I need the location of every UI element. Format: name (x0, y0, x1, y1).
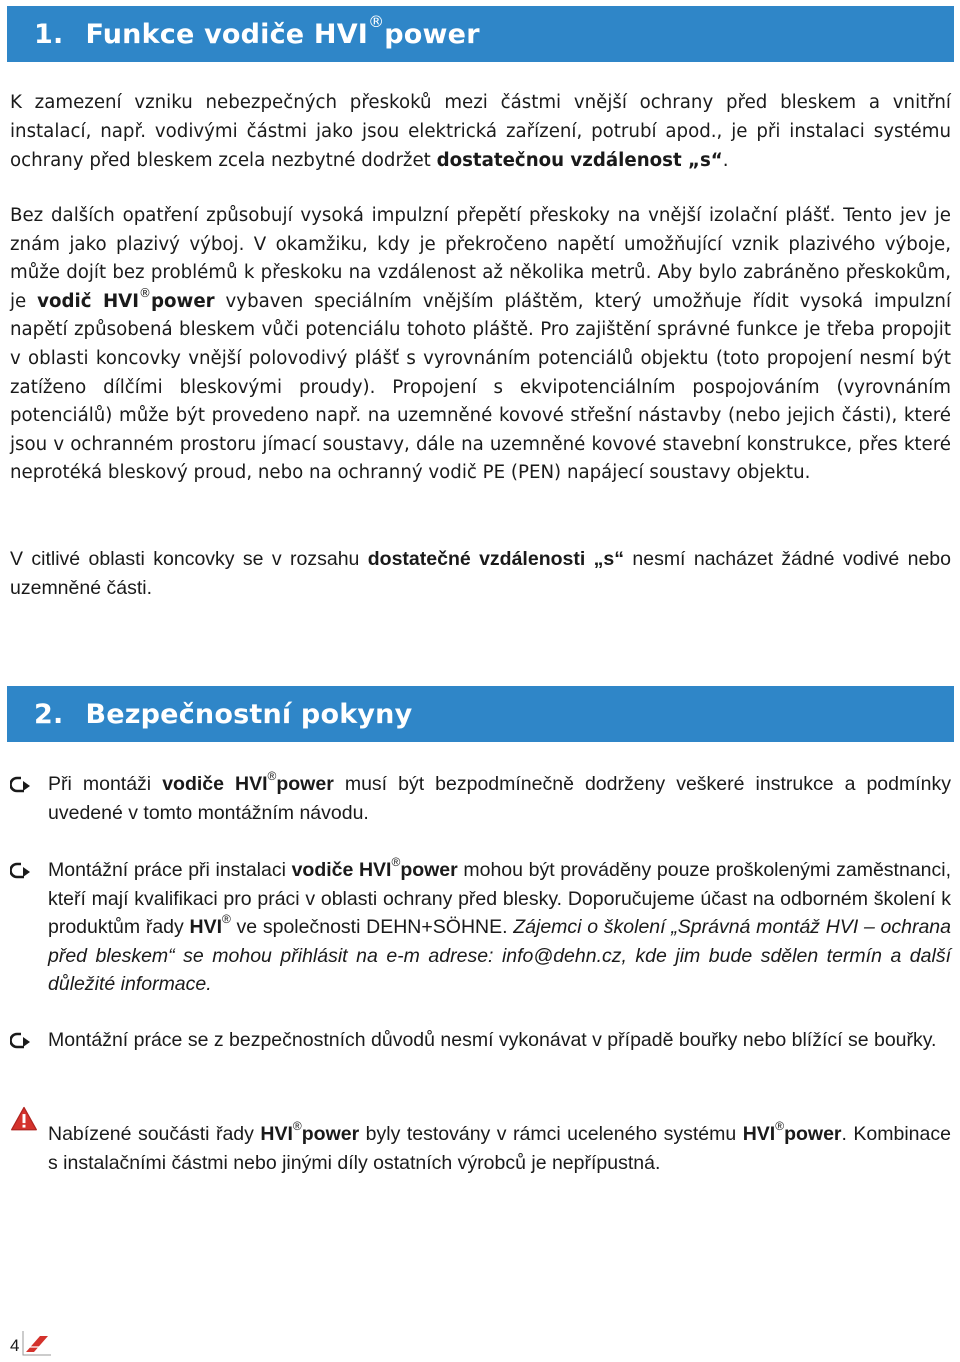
bold-text: vodiče HVI (162, 773, 268, 795)
text: Nabízené součásti řady (48, 1123, 261, 1145)
registered-mark: ® (775, 1118, 785, 1133)
section-title: Bezpečnostní pokyny (85, 698, 413, 730)
arrow-icon (10, 1030, 38, 1052)
text: nesmí nacházet žádné vodivé nebo uzemněné části. (10, 548, 951, 599)
bold-text: HVI (742, 1123, 776, 1145)
warning-note (10, 1120, 951, 1177)
text: K zamezení vzniku nebezpečných přeskoků mezi částmi vnější ochrany před bleskem a vnitřní instalací, např. vodivými částmi jako jsou elektrická zařízení, potrubí apod., je při instalaci systému ochrany před bleskem zcela nezbytné dodržet (10, 92, 951, 171)
note-text (48, 1026, 951, 1055)
text: Při montáži (48, 773, 163, 795)
bold-text: vodiče HVI (291, 859, 392, 881)
text: musí být bezpodmínečně dodrženy veškeré instrukce a podmínky uvedené v tomto montážním návodu. (48, 773, 952, 824)
bold-text: dostatečné vzdálenosti „s“ (367, 548, 624, 570)
section-2-heading (7, 686, 954, 742)
note-text (48, 770, 951, 827)
registered-mark: ® (391, 854, 401, 869)
text: Montážní práce při instalaci (48, 859, 292, 881)
bold-text: power (784, 1123, 842, 1145)
intro-paragraph (10, 88, 951, 175)
bold-text: dostatečnou vzdálenost „s“ (436, 150, 723, 171)
arrow-icon (10, 774, 38, 796)
registered-mark: ® (267, 768, 277, 783)
section-title-suffix: power (384, 19, 480, 50)
text: ve společnosti DEHN+SÖHNE. (230, 916, 514, 939)
bold-text: HVI (260, 1123, 293, 1145)
text: vybaven speciálním vnějším pláštěm, který umožňuje řídit vysoká impulzní napětí způsobená bleskem vůči potenciálu tohoto pláště. Pro zajištění správné funkce je třeba propojit v oblasti koncovky vnější polovodivý plášť s vyrovnáním potenciálů objektu (toto propojení nesmí být zatíženo dílčími bleskovými proudy). Propojení s ekvipotenciálním pospojováním (vyrovnáním potenciálů) může být provedeno např. na uzemněné kovové střešní nástavby (nebo jejich části), které jsou v ochranném prostoru jímací soustavy, dále na uzemněné kovové stavební konstrukce, přes které neprotéká bleskový proud, nebo na ochranný vodič PE (PEN) napájecí soustavy objektu. (10, 290, 951, 484)
registered-mark: ® (368, 12, 385, 31)
bold-text: power (301, 1123, 360, 1145)
text: byly testovány v rámci uceleného systému (359, 1123, 743, 1145)
note-text (48, 856, 951, 999)
bold-text: power (151, 290, 215, 312)
text: V citlivé oblasti koncovky se v rozsahu (10, 548, 368, 570)
text: . Kombinace s instalačními částmi nebo jinými díly ostatních výrobců je nepřípustná. (48, 1123, 951, 1174)
bold-text: HVI (189, 916, 222, 939)
text: Bez dalších opatření způsobují vysoká impulzní přepětí přeskoky na vnější izolační plášť. Tento jev je znám jako plazivý výboj. V okamžiku, kdy je překročeno napětí umožňující vznik plazivého výboje, může dojít bez problémů k přeskoku na vzdálenost až několika metrů. Aby bylo zabráněno přeskokům, je (10, 205, 951, 312)
registered-mark: ® (292, 1118, 302, 1133)
bold-text: power (276, 773, 334, 795)
arrow-icon (10, 860, 38, 882)
brand-logo-icon (22, 1330, 52, 1361)
safety-note-2 (10, 856, 951, 999)
text: mohou být prováděny pouze proškolenými zaměstnanci, kteří mají kvalifikaci pro práci v oblasti ochrany před blesky. Doporučujeme účast na odborném školení k produktům řady (48, 859, 952, 939)
section-number: 1. (34, 18, 64, 50)
note-text (48, 1120, 951, 1177)
bold-text: power (400, 859, 458, 881)
registered-mark: ® (222, 911, 231, 926)
italic-text: Zájemci o školení „Správná montáž HVI – ochrana před bleskem“ se mohou přihlásit na e-m adrese: info@dehn.cz, kde jim bude sdělen termín a další důležité informace. (48, 916, 951, 996)
safety-note-3 (10, 1026, 951, 1055)
text: Montážní práce se z bezpečnostních důvodů nesmí vykonávat v případě bouřky nebo blížící se bouřky. (48, 1029, 937, 1051)
bold-text: vodič HVI (37, 290, 140, 312)
creeping-discharge-paragraph (10, 202, 951, 488)
sensitive-area-paragraph (10, 545, 951, 602)
safety-note-1 (10, 770, 951, 827)
section-title (85, 12, 480, 50)
section-1-heading (7, 6, 954, 62)
section-number: 2. (34, 698, 64, 730)
section-title-text: Funkce vodiče HVI (85, 19, 369, 50)
registered-mark: ® (139, 285, 152, 300)
text: . (722, 150, 729, 171)
warning-icon (10, 1108, 38, 1130)
page-number: 4 (10, 1336, 20, 1355)
